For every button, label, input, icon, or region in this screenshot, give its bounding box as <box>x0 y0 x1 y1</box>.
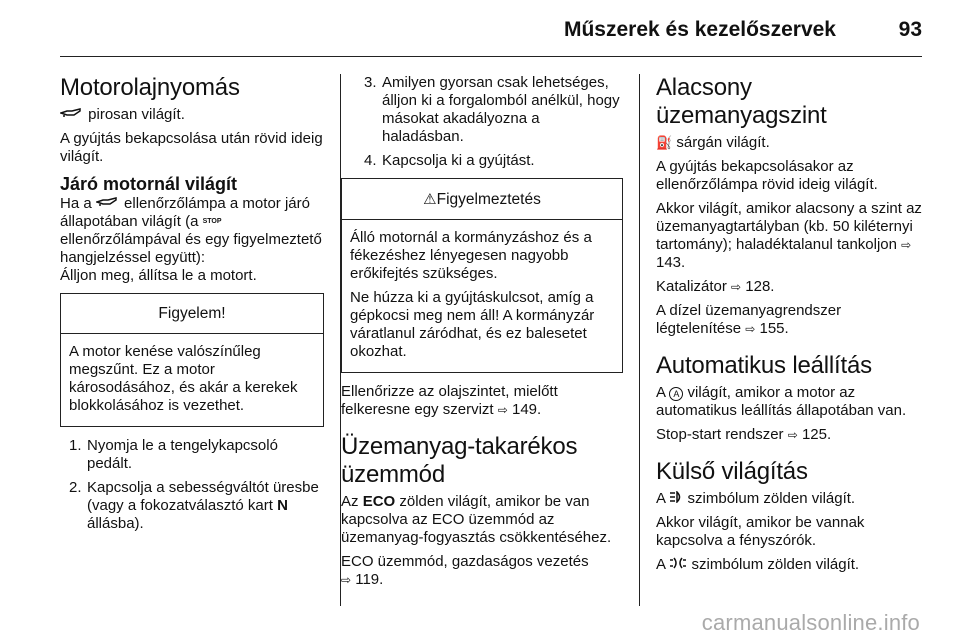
autostop-p1: A A világít, amikor a motor az automatikus leállítás állapotában van. <box>656 384 907 419</box>
ext-p2: Akkor világít, amikor be vannak kapcsolva a fényszórók. <box>656 514 865 549</box>
step-4: 4. Kapcsolja ki a gyújtást. <box>364 152 535 169</box>
page-reference[interactable]: 143. <box>656 254 686 271</box>
step-2: 2. Kapcsolja a sebességváltót üresbe (vagy a fokozatválasztó kart N állásba). <box>69 479 319 533</box>
headlight-icon <box>669 490 683 507</box>
ext-p3: A szimbólum zölden világít. <box>656 556 860 573</box>
eco-p1: Az ECO zölden világít, amikor be van kapcsolva az ECO üzemmód az üzemanyag-fogyasztás csökkentéséhez. <box>341 493 612 546</box>
eco-p2: ECO üzemmód, gazdaságos vezetés ⇨ 119. <box>341 553 589 588</box>
fuel-p1: ⛽ sárgán világít. <box>656 134 770 151</box>
page-reference[interactable]: 125. <box>801 426 832 443</box>
step-1: 1. Nyomja le a tengelykapcsoló pedált. <box>69 437 278 473</box>
page-reference[interactable]: 128. <box>745 278 775 295</box>
header-title: Műszerek és kezelőszervek <box>563 18 836 41</box>
page-reference-arrow-icon: ⇨ <box>497 403 508 417</box>
ext-p1: A szimbólum zölden világít. <box>656 490 856 507</box>
autostop-icon: A <box>669 387 683 401</box>
warning-body-1: Álló motornál a kormányzáshoz és a fékezéshez lényegesen nagyobb erőkifejtés szükséges. <box>350 229 592 282</box>
check-oil-text: Ellenőrizze az olajszintet, mielőtt felkeresne egy szervizt ⇨ 149. <box>341 383 558 418</box>
steps-list-1 <box>60 437 324 533</box>
steps-list-2 <box>355 74 623 170</box>
page-reference[interactable]: 149. <box>511 401 542 418</box>
warning-box <box>341 178 623 373</box>
oil-can-icon <box>96 195 118 213</box>
caution-title: Figyelem! <box>61 294 323 334</box>
watermark: carmanualsonline.info <box>701 610 920 635</box>
stop-icon: STOP <box>202 218 222 226</box>
page-reference-arrow-icon: ⇨ <box>787 428 798 442</box>
fuel-pump-icon: ⛽ <box>656 135 673 150</box>
column-1 <box>60 74 324 539</box>
header-rule <box>60 56 922 57</box>
parking-light-icon <box>669 556 687 573</box>
heading-oil-pressure: Motorolajnyomás <box>60 74 240 101</box>
caution-body: A motor kenése valószínűleg megszűnt. Ez a motor károsodásához, és akár a kerekek blokkolásához is vezethet. <box>69 343 298 415</box>
step-3: 3. Amilyen gyorsan csak lehetséges, álljon ki a forgalomból anélkül, hogy másokat akadályozna a haladásban. <box>364 74 620 145</box>
oil-can-icon <box>60 106 82 124</box>
caution-box <box>60 293 324 427</box>
warning-title: ⚠Figyelmeztetés <box>342 179 622 220</box>
fuel-p2: A gyújtás bekapcsolásakor az ellenőrzőlámpa rövid ideig világít. <box>656 158 878 193</box>
page-reference-arrow-icon: ⇨ <box>901 238 912 252</box>
oil-p1: pirosan világít. <box>60 106 324 124</box>
heading-eco-mode: Üzemanyag-takarékos üzemmód <box>341 433 578 488</box>
page-reference[interactable]: 119. <box>355 571 384 588</box>
column-divider <box>639 74 640 606</box>
page-reference-arrow-icon: ⇨ <box>731 280 742 294</box>
oil-p2: A gyújtás bekapcsolása után rövid ideig világít. <box>60 130 323 166</box>
column-3 <box>656 74 922 580</box>
catalyst-ref: Katalizátor ⇨ 128. <box>656 278 775 295</box>
heading-autostop: Automatikus leállítás <box>656 352 872 379</box>
column-2 <box>341 74 623 595</box>
heading-running-engine: Járó motornál világít <box>60 174 238 195</box>
heading-low-fuel: Alacsony üzemanyagszint <box>656 74 827 129</box>
page-reference-arrow-icon: ⇨ <box>341 573 352 587</box>
page-header <box>0 0 960 50</box>
heading-exterior-lights: Külső világítás <box>656 458 808 485</box>
page-reference[interactable]: 155. <box>759 320 789 337</box>
diesel-ref: A dízel üzemanyagrendszer légtelenítése ⇨ 155. <box>656 302 842 337</box>
page-reference-arrow-icon: ⇨ <box>745 322 756 336</box>
fuel-p3: Akkor világít, amikor alacsony a szint az üzemanyagtartályban (kb. 50 kiléternyi tartomány); haladéktalanul tankoljon ⇨ 143. <box>656 200 922 271</box>
oil-p3: Ha a ellenőrzőlámpa a motor járó állapotában világít (a STOP ellenőrzőlámpával és egy figyelmeztető hangjelzéssel együtt): Álljon meg, állítsa le a motort. <box>60 195 322 285</box>
startstop-ref: Stop-start rendszer ⇨ 125. <box>656 426 832 443</box>
warning-triangle-icon: ⚠ <box>423 191 437 208</box>
warning-body-2: Ne húzza ki a gyújtáskulcsot, amíg a gépkocsi meg nem áll! A kormányzár váratlanul záródhat, és ez balesetet okozhat. <box>350 289 595 360</box>
page-number: 93 <box>898 18 922 41</box>
